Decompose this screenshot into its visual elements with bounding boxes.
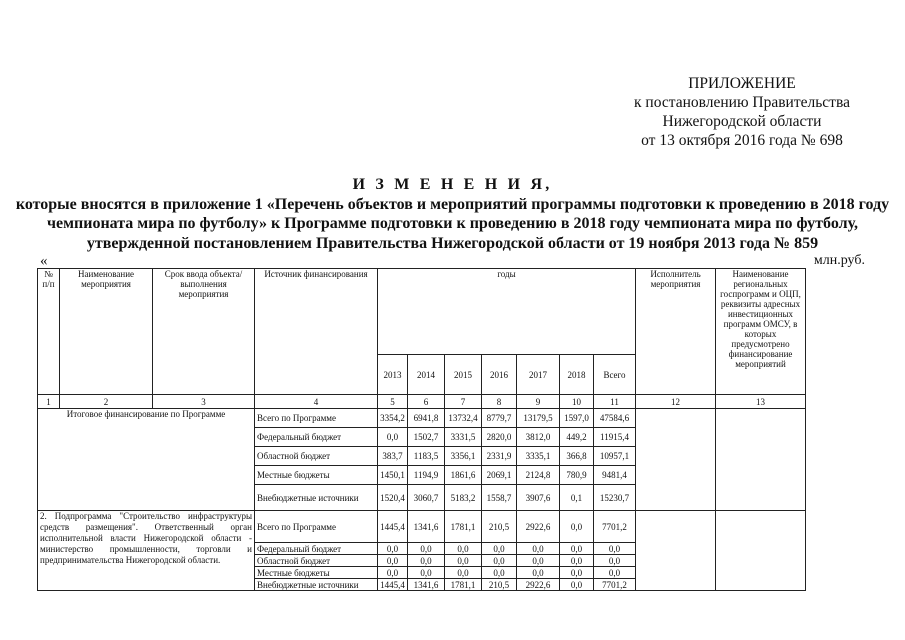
subprogram-row-total-cell: 7701,2	[594, 511, 636, 543]
subprogram-row-value-cell: 0,0	[560, 555, 594, 567]
funding-source: Областной бюджет	[255, 555, 378, 567]
total-row-value-cell: 2820,0	[482, 428, 517, 447]
programs-cell	[716, 409, 806, 511]
total-row-value-cell: 3354,2	[378, 409, 408, 428]
total-row-total-cell: 10957,1	[594, 447, 636, 466]
subprogram-row-value-cell: 0,0	[378, 555, 408, 567]
column-number: 7	[445, 395, 482, 409]
total-row-value-cell: 0,0	[378, 428, 408, 447]
programs-cell	[716, 511, 806, 591]
subprogram-row-value-cell: 210,5	[482, 511, 517, 543]
heading-line: утвержденной постановлением Правительства Нижегородской области от 19 ноября 2013 года № 859	[86, 234, 819, 252]
subprogram-row-total-cell: 0,0	[594, 567, 636, 579]
subprogram-row-total-cell: 0,0	[594, 555, 636, 567]
total-row-value-cell: 3812,0	[517, 428, 560, 447]
header-term: Срок ввода объекта/выполнения мероприятия	[153, 269, 255, 395]
total-row-value-cell: 0,1	[560, 485, 594, 511]
column-number: 8	[482, 395, 517, 409]
subprogram-row-value-cell: 0,0	[517, 555, 560, 567]
funding-source: Федеральный бюджет	[255, 428, 378, 447]
column-number: 6	[408, 395, 445, 409]
column-number: 5	[378, 395, 408, 409]
subprogram-row-value-cell: 0,0	[445, 567, 482, 579]
total-row-total-cell: 9481,4	[594, 466, 636, 485]
column-number: 1	[38, 395, 60, 409]
heading-line: которые вносятся в приложение 1 «Перечень объектов и мероприятий программы подготовки к проведению в 2018 году	[15, 195, 890, 213]
column-number: 12	[636, 395, 716, 409]
total-row-value-cell: 13732,4	[445, 409, 482, 428]
column-number: 10	[560, 395, 594, 409]
total-row-value-cell: 2069,1	[482, 466, 517, 485]
total-row-value-cell: 1597,0	[560, 409, 594, 428]
funding-source: Всего по Программе	[255, 511, 378, 543]
funding-source: Областной бюджет	[255, 447, 378, 466]
total-row-value-cell: 1502,7	[408, 428, 445, 447]
subprogram-row-value-cell: 0,0	[560, 579, 594, 591]
funding-source: Внебюджетные источники	[255, 579, 378, 591]
subprogram-row-value-cell: 0,0	[408, 567, 445, 579]
subprogram-row-value-cell: 0,0	[445, 543, 482, 555]
total-row-value-cell: 1450,1	[378, 466, 408, 485]
total-row-value-cell: 366,8	[560, 447, 594, 466]
subprogram-row-value-cell: 0,0	[482, 543, 517, 555]
subprogram-row-value-cell: 1341,6	[408, 511, 445, 543]
column-number: 9	[517, 395, 560, 409]
subprogram-row-value-cell: 0,0	[408, 555, 445, 567]
total-financing-label: Итоговое финансирование по Программе	[38, 409, 255, 511]
subprogram-row-value-cell: 2922,6	[517, 511, 560, 543]
header-executor: Исполнитель мероприятия	[636, 269, 716, 395]
funding-source: Федеральный бюджет	[255, 543, 378, 555]
column-number: 13	[716, 395, 806, 409]
document-heading	[0, 175, 905, 253]
subprogram-row-value-cell: 0,0	[482, 555, 517, 567]
executor-cell	[636, 409, 716, 511]
funding-source: Всего по Программе	[255, 409, 378, 428]
column-number: 2	[60, 395, 153, 409]
total-row-value-cell: 1194,9	[408, 466, 445, 485]
units-label: млн.руб.	[813, 253, 865, 268]
subprogram-row-value-cell: 1781,1	[445, 579, 482, 591]
header-name: Наименование мероприятия	[60, 269, 153, 395]
appendix-block	[612, 74, 872, 150]
appendix-date: от 13 октября 2016 года № 698	[641, 132, 843, 149]
subprogram-row-value-cell: 2922,6	[517, 579, 560, 591]
total-row-value-cell: 3907,6	[517, 485, 560, 511]
subprogram-row-value-cell: 0,0	[445, 555, 482, 567]
header-year: 2017	[517, 355, 560, 395]
total-row-value-cell: 1861,6	[445, 466, 482, 485]
header-year: 2018	[560, 355, 594, 395]
total-row-value-cell: 6941,8	[408, 409, 445, 428]
financing-table	[37, 268, 806, 591]
subprogram-row-value-cell: 1781,1	[445, 511, 482, 543]
total-row-total-cell: 47584,6	[594, 409, 636, 428]
header-years: годы	[378, 269, 636, 355]
subprogram-row-total-cell: 0,0	[594, 543, 636, 555]
total-row-value-cell: 3060,7	[408, 485, 445, 511]
header-year: 2015	[445, 355, 482, 395]
subprogram-row-value-cell: 0,0	[560, 543, 594, 555]
subprogram-row-value-cell: 1445,4	[378, 579, 408, 591]
header-year: 2013	[378, 355, 408, 395]
total-row-value-cell: 449,2	[560, 428, 594, 447]
heading-line: чемпионата мира по футболу» к Программе подготовки к проведению в 2018 году чемпионата мира по футболу,	[46, 215, 858, 232]
appendix-line: к постановлению Правительства	[634, 94, 850, 111]
total-row-value-cell: 13179,5	[517, 409, 560, 428]
subprogram-row-value-cell: 0,0	[560, 511, 594, 543]
subprogram-section	[38, 511, 806, 591]
executor-cell	[636, 511, 716, 591]
header-programs: Наименование региональных госпрограмм и ОЦП, реквизиты адресных инвестиционных программ ОМСУ, в которых предусмотрено финансирование мероприятий	[716, 269, 806, 395]
subprogram-row-value-cell: 0,0	[482, 567, 517, 579]
total-row-total-cell: 15230,7	[594, 485, 636, 511]
total-row-value-cell: 5183,2	[445, 485, 482, 511]
appendix-title: ПРИЛОЖЕНИЕ	[688, 75, 796, 92]
subprogram-row-value-cell: 0,0	[378, 567, 408, 579]
column-number: 4	[255, 395, 378, 409]
total-row-value-cell: 3331,5	[445, 428, 482, 447]
subprogram-row-value-cell: 0,0	[378, 543, 408, 555]
header-year-total: Всего	[594, 355, 636, 395]
total-row-total-cell: 11915,4	[594, 428, 636, 447]
total-financing-section	[38, 409, 806, 511]
funding-source: Местные бюджеты	[255, 466, 378, 485]
total-row-value-cell: 3356,1	[445, 447, 482, 466]
total-row-value-cell: 1520,4	[378, 485, 408, 511]
total-row-value-cell: 1183,5	[408, 447, 445, 466]
header-source: Источник финансирования	[255, 269, 378, 395]
subprogram-label	[38, 511, 255, 591]
total-row-value-cell: 2124,8	[517, 466, 560, 485]
header-num: № п/п	[38, 269, 60, 395]
quote-mark: «	[40, 253, 48, 269]
total-row-value-cell: 3335,1	[517, 447, 560, 466]
header-year: 2016	[482, 355, 517, 395]
column-number: 11	[594, 395, 636, 409]
subprogram-row-value-cell: 1341,6	[408, 579, 445, 591]
funding-source: Местные бюджеты	[255, 567, 378, 579]
appendix-line: Нижегородской области	[662, 113, 822, 130]
subprogram-row-total-cell: 7701,2	[594, 579, 636, 591]
subprogram-text: 2. Подпрограмма "Строительство инфраструктуры средств размещения". Ответственный орган исполнительной власти Нижегородской области - министерство промышленности, торговли и предпринимательства Нижегородской области.	[40, 511, 252, 565]
subprogram-row-value-cell: 1445,4	[378, 511, 408, 543]
subprogram-row-value-cell: 0,0	[517, 567, 560, 579]
subprogram-row-value-cell: 0,0	[560, 567, 594, 579]
total-row-value-cell: 780,9	[560, 466, 594, 485]
subprogram-row-value-cell: 0,0	[517, 543, 560, 555]
total-row-value-cell: 8779,7	[482, 409, 517, 428]
header-year: 2014	[408, 355, 445, 395]
table-header	[38, 269, 806, 409]
funding-source: Внебюджетные источники	[255, 485, 378, 511]
total-row-value-cell: 2331,9	[482, 447, 517, 466]
column-number: 3	[153, 395, 255, 409]
subprogram-row-value-cell: 210,5	[482, 579, 517, 591]
subprogram-row-value-cell: 0,0	[408, 543, 445, 555]
total-row-value-cell: 383,7	[378, 447, 408, 466]
heading-title: И З М Е Н Е Н И Я,	[352, 176, 553, 193]
total-row-value-cell: 1558,7	[482, 485, 517, 511]
